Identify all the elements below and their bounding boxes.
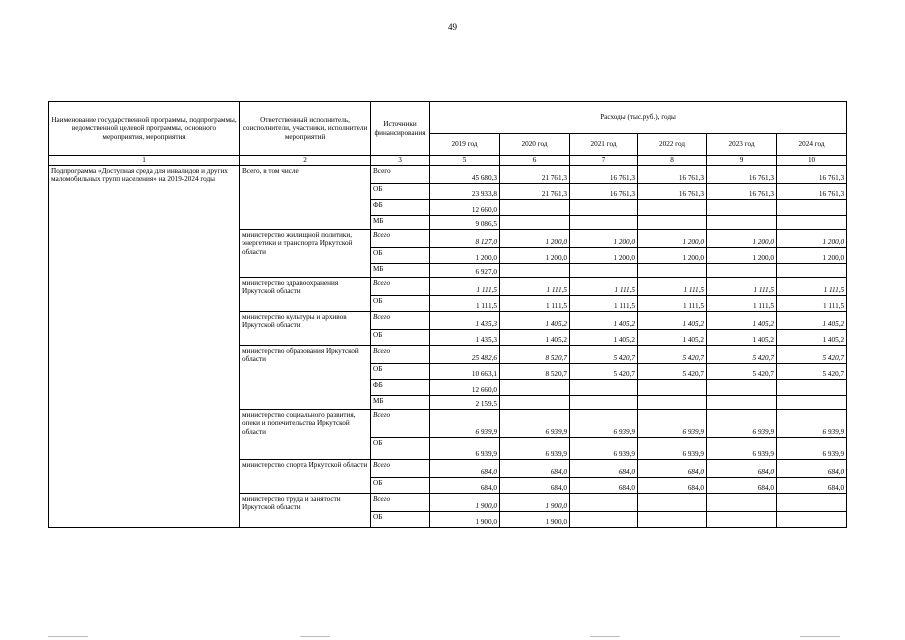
amount-cell: 684,0 [500,460,570,478]
amount-cell: 16 761,3 [638,184,707,200]
executor-name: министерство образования Иркутской области [240,346,371,410]
amount-cell: 1 200,0 [777,248,847,264]
funding-source: ОБ [371,364,430,380]
amount-cell: 1 200,0 [500,248,570,264]
amount-cell: 5 420,7 [570,346,638,364]
amount-cell: 5 420,7 [777,346,847,364]
amount-cell: 1 405,2 [777,330,847,346]
amount-cell: 1 900,0 [500,512,570,528]
amount-cell: 16 761,3 [707,184,777,200]
funding-source: Всего [371,166,430,184]
amount-cell: 6 939,9 [707,410,777,438]
amount-cell: 684,0 [430,478,500,494]
amount-cell [500,396,570,410]
header-executor: Ответственный исполнитель, соисполнители, участники, исполнители мероприятий [240,102,371,156]
funding-source: Всего [371,494,430,512]
amount-cell [570,396,638,410]
amount-cell: 1 200,0 [570,230,638,248]
amount-cell: 1 111,5 [430,296,500,312]
amount-cell: 6 939,9 [430,438,500,460]
amount-cell: 6 939,9 [570,438,638,460]
amount-cell: 1 111,5 [638,278,707,296]
amount-cell: 6 939,9 [500,438,570,460]
amount-cell [707,380,777,396]
amount-cell: 8 520,7 [500,346,570,364]
amount-cell [638,512,707,528]
amount-cell: 1 111,5 [500,296,570,312]
amount-cell [777,512,847,528]
funding-source: ОБ [371,438,430,460]
amount-cell: 23 933,8 [430,184,500,200]
amount-cell: 1 200,0 [707,248,777,264]
header-expenses: Расходы (тыс.руб.), годы [430,102,847,134]
amount-cell [638,264,707,278]
amount-cell: 1 405,2 [707,312,777,330]
amount-cell: 1 900,0 [430,512,500,528]
amount-cell: 1 111,5 [707,296,777,312]
amount-cell: 16 761,3 [777,166,847,184]
header-year: 2022 год [638,134,707,156]
funding-source: ОБ [371,478,430,494]
amount-cell: 6 939,9 [777,438,847,460]
amount-cell [500,216,570,230]
amount-cell: 1 900,0 [430,494,500,512]
amount-cell: 1 111,5 [570,278,638,296]
amount-cell: 684,0 [500,478,570,494]
page-number: 49 [448,22,457,32]
funding-source: Всего [371,460,430,478]
amount-cell [777,494,847,512]
amount-cell: 1 405,2 [777,312,847,330]
header-year: 2024 год [777,134,847,156]
amount-cell: 1 200,0 [777,230,847,248]
amount-cell: 25 482,6 [430,346,500,364]
header-year: 2020 год [500,134,570,156]
funding-source: ОБ [371,248,430,264]
amount-cell: 684,0 [777,478,847,494]
amount-cell [500,380,570,396]
column-number: 8 [638,156,707,166]
amount-cell [570,264,638,278]
funding-source: ФБ [371,380,430,396]
amount-cell [777,396,847,410]
amount-cell: 1 111,5 [430,278,500,296]
amount-cell: 5 420,7 [570,364,638,380]
funding-source: Всего [371,346,430,364]
executor-name: министерство здравоохранения Иркутской области [240,278,371,312]
funding-source: Всего [371,278,430,296]
amount-cell: 684,0 [430,460,500,478]
amount-cell: 12 660,0 [430,380,500,396]
amount-cell [707,216,777,230]
amount-cell: 5 420,7 [777,364,847,380]
column-number: 2 [240,156,371,166]
amount-cell: 684,0 [777,460,847,478]
amount-cell [777,200,847,216]
amount-cell: 16 761,3 [570,166,638,184]
amount-cell [570,494,638,512]
funding-source: Всего [371,230,430,248]
amount-cell: 6 939,9 [707,438,777,460]
amount-cell: 1 405,2 [707,330,777,346]
amount-cell: 6 939,9 [500,410,570,438]
amount-cell [570,200,638,216]
amount-cell [500,200,570,216]
amount-cell: 12 660,0 [430,200,500,216]
amount-cell: 6 927,0 [430,264,500,278]
amount-cell: 684,0 [707,478,777,494]
column-number: 6 [500,156,570,166]
header-year: 2021 год [570,134,638,156]
amount-cell: 21 761,3 [500,166,570,184]
funding-source: МБ [371,264,430,278]
scan-artifact-line [300,636,330,637]
table-row [49,166,847,184]
header-year: 2023 год [707,134,777,156]
amount-cell: 684,0 [570,478,638,494]
amount-cell: 6 939,9 [570,410,638,438]
funding-source: МБ [371,396,430,410]
amount-cell: 684,0 [707,460,777,478]
amount-cell: 16 761,3 [638,166,707,184]
amount-cell [707,512,777,528]
amount-cell: 45 680,3 [430,166,500,184]
scan-artifact-line [800,636,840,637]
amount-cell: 1 405,2 [570,312,638,330]
amount-cell: 1 111,5 [570,296,638,312]
amount-cell: 684,0 [638,460,707,478]
amount-cell: 6 939,9 [638,410,707,438]
amount-cell [777,264,847,278]
amount-cell [638,200,707,216]
amount-cell [638,396,707,410]
funding-source: ОБ [371,296,430,312]
amount-cell [638,216,707,230]
amount-cell [707,396,777,410]
amount-cell: 6 939,9 [430,410,500,438]
scan-artifact-line [48,636,88,637]
amount-cell: 1 405,2 [638,312,707,330]
funding-source: ОБ [371,330,430,346]
amount-cell: 5 420,7 [707,364,777,380]
amount-cell [777,380,847,396]
amount-cell: 1 111,5 [707,278,777,296]
amount-cell: 684,0 [570,460,638,478]
amount-cell: 16 761,3 [707,166,777,184]
amount-cell: 1 435,3 [430,312,500,330]
amount-cell: 6 939,9 [777,410,847,438]
program-name: Подпрограмма «Доступная среда для инвалидов и других маломобильных групп населения» на 2019-2024 годы [49,166,240,528]
column-number: 7 [570,156,638,166]
header-funding-source: Источники финансирования [371,102,430,156]
funding-source: ОБ [371,184,430,200]
executor-name: министерство социального развития, опеки и попечительства Иркутской области [240,410,371,460]
executor-name: министерство культуры и архивов Иркутской области [240,312,371,346]
column-number: 3 [371,156,430,166]
amount-cell [638,380,707,396]
amount-cell: 5 420,7 [707,346,777,364]
amount-cell: 1 200,0 [707,230,777,248]
funding-source: ФБ [371,200,430,216]
amount-cell: 1 900,0 [500,494,570,512]
amount-cell: 6 939,9 [638,438,707,460]
amount-cell: 1 200,0 [430,248,500,264]
amount-cell: 684,0 [638,478,707,494]
amount-cell: 1 200,0 [638,248,707,264]
column-number: 5 [430,156,500,166]
amount-cell [707,264,777,278]
amount-cell: 1 200,0 [570,248,638,264]
amount-cell: 2 159,5 [430,396,500,410]
amount-cell: 1 111,5 [638,296,707,312]
amount-cell: 5 420,7 [638,346,707,364]
amount-cell [570,380,638,396]
executor-name: министерство труда и занятости Иркутской области [240,494,371,528]
amount-cell: 21 761,3 [500,184,570,200]
budget-table [48,101,847,528]
executor-name: министерство спорта Иркутской области [240,460,371,494]
amount-cell: 1 200,0 [638,230,707,248]
amount-cell: 1 405,2 [570,330,638,346]
amount-cell: 1 111,5 [777,296,847,312]
funding-source: Всего [371,410,430,438]
amount-cell: 1 405,2 [500,330,570,346]
amount-cell [570,216,638,230]
funding-source: Всего [371,312,430,330]
amount-cell [638,494,707,512]
amount-cell: 10 663,1 [430,364,500,380]
amount-cell [707,494,777,512]
amount-cell: 1 200,0 [500,230,570,248]
amount-cell [707,200,777,216]
amount-cell: 8 127,0 [430,230,500,248]
amount-cell: 16 761,3 [570,184,638,200]
amount-cell [777,216,847,230]
amount-cell: 5 420,7 [638,364,707,380]
amount-cell: 1 405,2 [500,312,570,330]
amount-cell [500,264,570,278]
column-number: 9 [707,156,777,166]
funding-source: МБ [371,216,430,230]
executor-name: министерство жилищной политики, энергетики и транспорта Иркутской области [240,230,371,278]
scan-artifact-line [590,636,620,637]
amount-cell: 8 520,7 [500,364,570,380]
table-body [49,166,847,528]
header-year: 2019 год [430,134,500,156]
amount-cell: 1 405,2 [638,330,707,346]
amount-cell: 1 435,3 [430,330,500,346]
amount-cell: 1 111,5 [500,278,570,296]
column-number: 10 [777,156,847,166]
funding-source: ОБ [371,512,430,528]
amount-cell: 1 111,5 [777,278,847,296]
amount-cell [570,512,638,528]
executor-name: Всего, в том числе [240,166,371,230]
column-number: 1 [49,156,240,166]
header-program-name: Наименование государственной программы, подпрограммы, ведомственной целевой программы, основного мероприятия, мероприятия [49,102,240,156]
amount-cell: 9 086,5 [430,216,500,230]
amount-cell: 16 761,3 [777,184,847,200]
